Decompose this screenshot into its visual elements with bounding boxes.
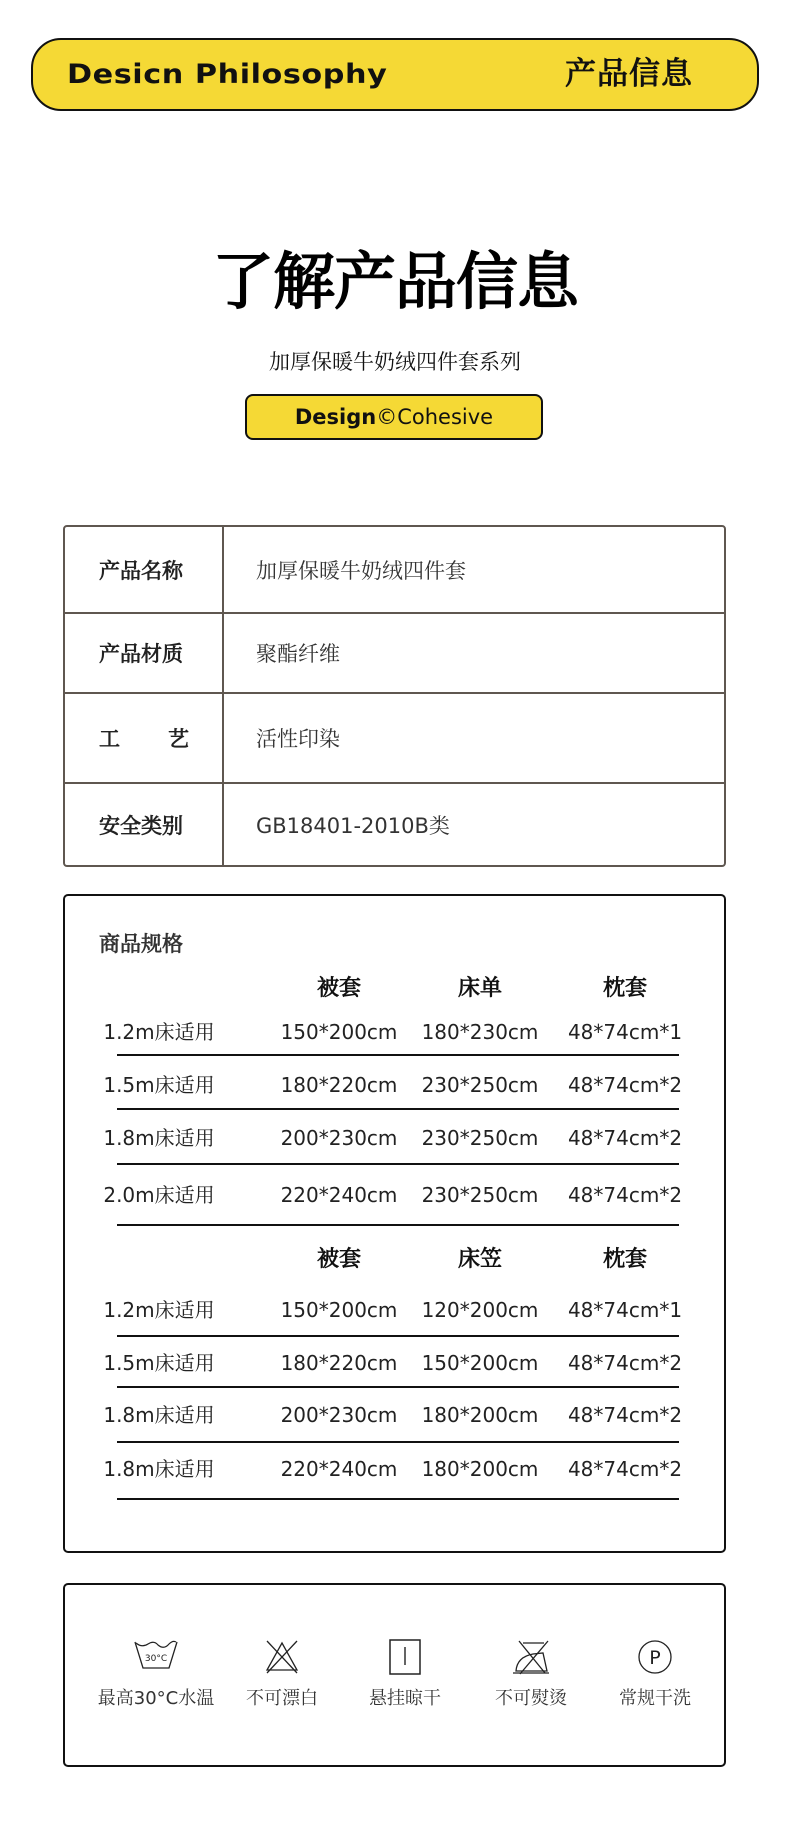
care-label: 不可漂白: [246, 1688, 318, 1709]
spec-title: 商品规格: [99, 932, 183, 956]
spec-cell: 150*200cm: [280, 1020, 398, 1044]
row-divider: [117, 1335, 679, 1337]
spec-cell: 180*220cm: [280, 1073, 398, 1097]
spec-cell: 48*74cm*2: [567, 1403, 683, 1427]
care-item-no-bleach: [212, 1585, 352, 1765]
dry-clean-p-icon: [637, 1639, 673, 1675]
brand-badge: [245, 394, 543, 440]
info-value: GB18401-2010B类: [256, 813, 450, 838]
page-subtitle: 加厚保暖牛奶绒四件套系列: [269, 350, 521, 374]
spec-header-row: [65, 1243, 723, 1277]
spec-box: [63, 894, 726, 1553]
info-value: 活性印染: [256, 727, 340, 751]
care-label: 常规干洗: [619, 1688, 691, 1709]
spec-cell: 1.5m床适用: [103, 1073, 215, 1097]
care-label: 不可熨烫: [495, 1688, 567, 1709]
care-instructions-box: [63, 1583, 726, 1767]
row-divider: [117, 1441, 679, 1443]
info-value: 加厚保暖牛奶绒四件套: [256, 558, 466, 583]
info-row-craft: [65, 694, 724, 784]
spec-row: [65, 1178, 723, 1212]
care-label: 最高30°C水温: [97, 1688, 215, 1709]
spec-cell: 150*200cm: [421, 1351, 539, 1375]
row-divider: [117, 1054, 679, 1056]
header-bar: [31, 38, 759, 111]
spec-row: [65, 1121, 723, 1155]
brand-rest: ©Cohesive: [376, 405, 494, 429]
spec-cell: 180*200cm: [421, 1403, 539, 1427]
spec-cell: 220*240cm: [280, 1183, 398, 1207]
info-row-safety: [65, 784, 724, 865]
spec-row: [65, 1293, 723, 1327]
info-label: 产品材质: [99, 642, 183, 666]
spec-header-cell: 床单: [457, 976, 502, 1001]
spec-cell: 180*200cm: [421, 1457, 539, 1481]
care-item-dry-clean: [585, 1585, 725, 1765]
spec-header-cell: 被套: [316, 1247, 361, 1272]
spec-row: [65, 1452, 723, 1486]
spec-cell: 180*230cm: [421, 1020, 539, 1044]
header-title-cn: 产品信息: [565, 56, 693, 92]
spec-header-cell: 床笠: [457, 1247, 502, 1272]
no-bleach-icon: [264, 1639, 300, 1675]
spec-cell: 120*200cm: [421, 1298, 539, 1322]
spec-cell: 1.8m床适用: [103, 1403, 215, 1427]
spec-cell: 2.0m床适用: [103, 1183, 215, 1207]
info-label-char: 工: [99, 727, 120, 751]
spec-cell: 48*74cm*2: [567, 1183, 683, 1207]
spec-cell: 230*250cm: [421, 1073, 539, 1097]
spec-cell: 1.2m床适用: [103, 1298, 215, 1322]
row-divider: [117, 1108, 679, 1110]
spec-cell: 230*250cm: [421, 1126, 539, 1150]
spec-row: [65, 1015, 723, 1049]
spec-header-cell: 被套: [316, 976, 361, 1001]
spec-cell: 1.8m床适用: [103, 1457, 215, 1481]
row-divider: [117, 1163, 679, 1165]
product-info-table: [63, 525, 726, 867]
wash-30c-icon: [133, 1639, 179, 1671]
spec-cell: 48*74cm*1: [567, 1298, 683, 1322]
page-title: 了解产品信息: [211, 245, 578, 318]
no-iron-icon: [511, 1639, 551, 1675]
spec-row: [65, 1398, 723, 1432]
row-divider: [117, 1224, 679, 1226]
spec-row: [65, 1068, 723, 1102]
spec-cell: 1.2m床适用: [103, 1020, 215, 1044]
spec-header-row: [65, 972, 723, 1006]
spec-cell: 150*200cm: [280, 1298, 398, 1322]
care-label: 悬挂晾干: [369, 1688, 441, 1709]
info-label: 安全类别: [99, 813, 183, 838]
row-divider: [117, 1498, 679, 1500]
svg-text:P: P: [649, 1647, 661, 1669]
header-title-en: Desicn Philosophy: [67, 59, 388, 90]
spec-cell: 48*74cm*2: [567, 1351, 683, 1375]
info-label: 产品名称: [99, 558, 183, 583]
info-row-material: [65, 614, 724, 694]
info-value: 聚酯纤维: [256, 642, 340, 666]
hang-dry-icon: [389, 1639, 421, 1675]
spec-cell: 48*74cm*2: [567, 1073, 683, 1097]
spec-cell: 48*74cm*2: [567, 1457, 683, 1481]
spec-row: [65, 1346, 723, 1380]
spec-cell: 48*74cm*2: [567, 1126, 683, 1150]
spec-cell: 230*250cm: [421, 1183, 539, 1207]
row-divider: [117, 1386, 679, 1388]
info-label: [99, 694, 189, 782]
spec-cell: 180*220cm: [280, 1351, 398, 1375]
care-item-hang-dry: [335, 1585, 475, 1765]
care-item-wash: [86, 1585, 226, 1765]
spec-cell: 48*74cm*1: [567, 1020, 683, 1044]
brand-bold: Design: [294, 405, 377, 429]
care-item-no-iron: [461, 1585, 601, 1765]
info-label-char: 艺: [168, 727, 189, 751]
spec-header-cell: 枕套: [602, 1247, 647, 1272]
spec-cell: 1.8m床适用: [103, 1126, 215, 1150]
spec-cell: 200*230cm: [280, 1403, 398, 1427]
spec-cell: 1.5m床适用: [103, 1351, 215, 1375]
svg-text:30°C: 30°C: [144, 1654, 168, 1664]
info-row-name: [65, 527, 724, 614]
spec-cell: 220*240cm: [280, 1457, 398, 1481]
spec-header-cell: 枕套: [602, 976, 647, 1001]
spec-cell: 200*230cm: [280, 1126, 398, 1150]
